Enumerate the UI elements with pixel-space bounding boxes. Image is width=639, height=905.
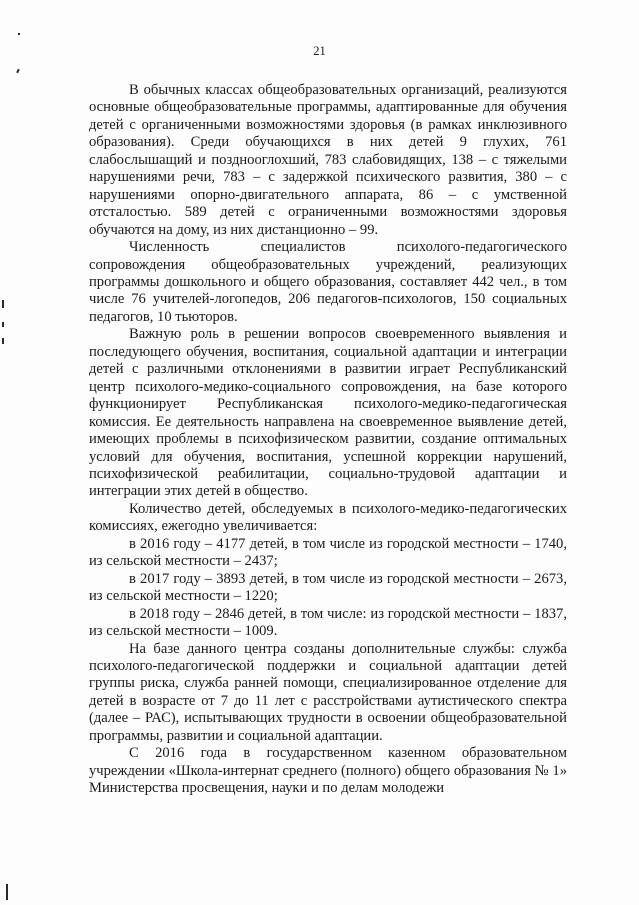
- paragraph-commission-count-intro: Количество детей, обследуемых в психолого-медико-педагогических комиссиях, ежегодно увеличивается:: [89, 500, 567, 535]
- scan-artifact: [18, 33, 20, 35]
- paragraph-year-2017: в 2017 году – 3893 детей, в том числе из городской местности – 2673, из сельской местности – 1220;: [89, 570, 567, 605]
- scan-artifact: [2, 300, 4, 308]
- paragraph-inclusive-education: В обычных классах общеобразовательных организаций, реализуются основные общеобразовательные программы, адаптированные для обучения детей с органиченными возможностями здоровья (в рамках инклюзивного образования). Среди обучающихся в них детей 9 глухих, 761 слабослышащий и позднооглохший, 783 слабовидящих, 138 – с тяжелыми нарушениями речи, 783 – с задержкой психического развития, 380 – с нарушениями опорно-двигательного аппарата, 86 – с умственной отсталостью. 589 детей с ограниченными возможностями здоровья обучаются на дому, из них дистанционно – 99.: [89, 82, 567, 238]
- paragraph-year-2018: в 2018 году – 2846 детей, в том числе: из городской местности – 1837, из сельской местности – 1009.: [89, 605, 567, 640]
- scan-artifact: [16, 69, 20, 73]
- scan-artifact: [6, 884, 8, 900]
- scan-artifact: [2, 322, 4, 327]
- document-body: [89, 82, 567, 798]
- page-number: 21: [313, 44, 326, 58]
- paragraph-republican-center: Важную роль в решении вопросов своевременного выявления и последующего обучения, воспитания, социальной адаптации и интеграции детей с различными отклонениями в развитии играет Республиканский центр психолого-медико-социального сопровождения, на базе которого функционирует Республиканская психолого-медико-педагогическая комиссия. Ее деятельность направлена на своевременное выявление детей, имеющих проблемы в психофизическом развитии, создание оптимальных условий для обучения, воспитания, успешной коррекции нарушений, психофизической реабилитации, социально-трудовой адаптации и интеграции этих детей в общество.: [89, 326, 567, 500]
- paragraph-year-2016: в 2016 году – 4177 детей, в том числе из городской местности – 1740, из сельской местности – 2437;: [89, 535, 567, 570]
- paragraph-specialists-count: Численность специалистов психолого-педагогического сопровождения общеобразовательных учреждений, реализующих программы дошкольного и общего образования, составляет 442 чел., в том числе 76 учителей-логопедов, 206 педагогов-психологов, 150 социальных педагогов, 10 тьюторов.: [89, 239, 567, 325]
- paragraph-boarding-school: С 2016 года в государственном казенном образовательном учреждении «Школа-интернат среднего (полного) общего образования № 1» Министерства просвещения, науки и по делам молодежи: [89, 745, 567, 797]
- paragraph-additional-services: На базе данного центра созданы дополнительные службы: служба психолого-педагогической поддержки и социальной адаптации детей группы риска, служба ранней помощи, специализированное отделение для детей в возрасте от 7 до 11 лет с расстройствами аутистического спектра (далее – РАС), испытывающих трудности в освоении общеобразовательной программы, развитии и социальной адаптации.: [89, 640, 567, 744]
- scan-artifact: [2, 338, 4, 344]
